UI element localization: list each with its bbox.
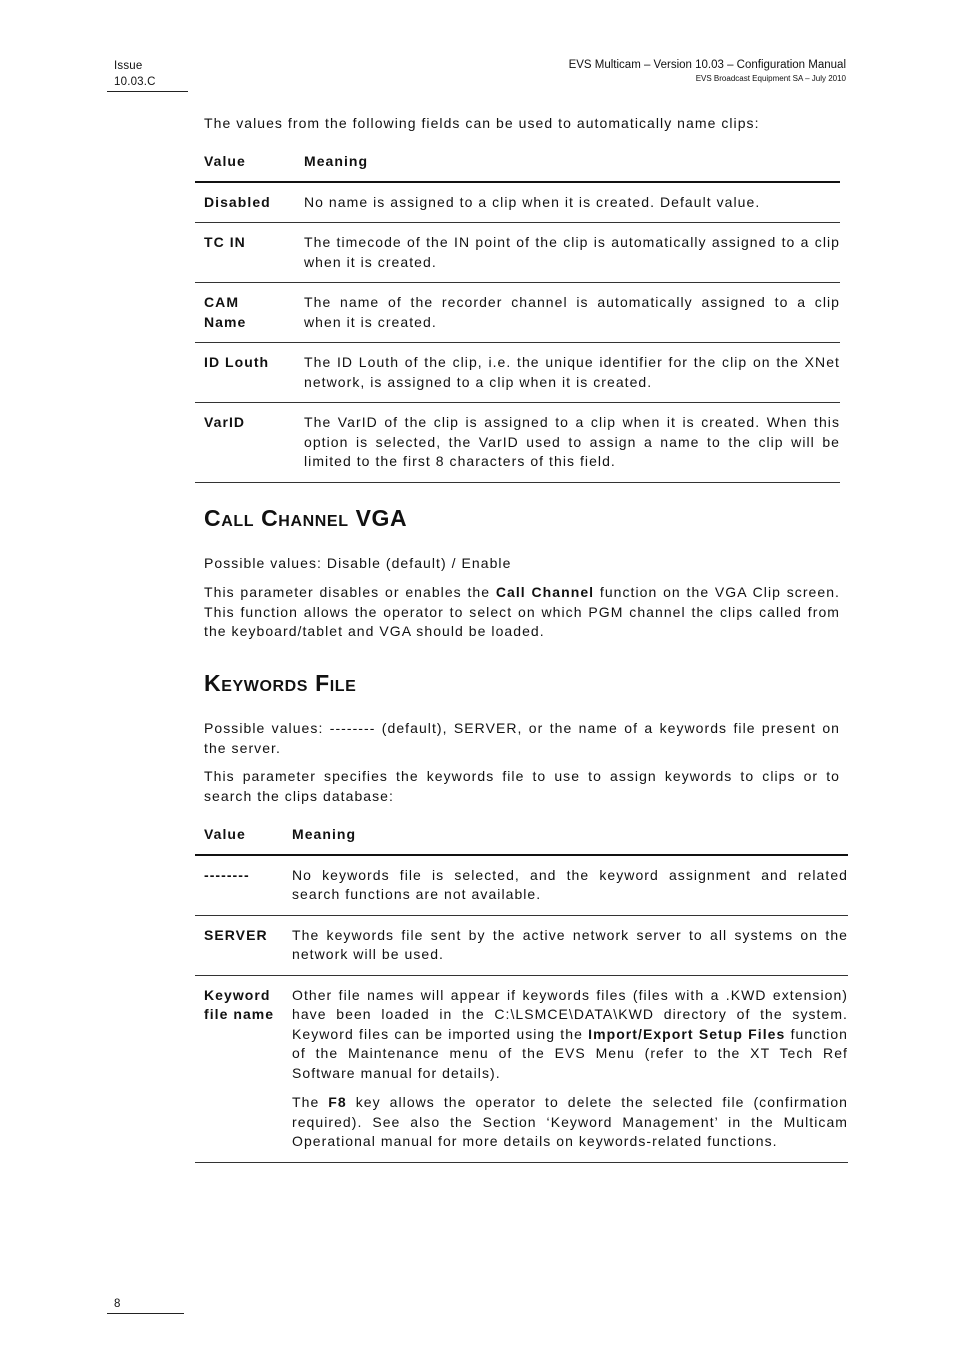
value-cell: VarID xyxy=(195,403,304,483)
table-header-row xyxy=(195,152,840,182)
table-row xyxy=(195,223,840,283)
section-heading-keywords-file: Keywords File xyxy=(204,670,357,696)
meaning-text: function of the Maintenance menu of the EVS Menu (refer to the XT Tech Ref Software manual for details). xyxy=(292,1025,849,1081)
value-cell: Keyword file name xyxy=(195,975,292,1162)
value-cell: -------- xyxy=(195,855,292,916)
keywords-file-table xyxy=(195,825,848,1163)
meaning-cell: The timecode of the IN point of the clip is automatically assigned to a clip when it is created. xyxy=(304,223,840,283)
document-subtitle: EVS Broadcast Equipment SA – July 2010 xyxy=(695,74,846,83)
page-number: 8 xyxy=(114,1298,121,1310)
column-header-meaning: Meaning xyxy=(292,825,848,855)
meaning-cell: No keywords file is selected, and the keyword assignment and related search functions are not available. xyxy=(292,855,848,916)
clip-naming-table xyxy=(195,152,840,483)
meaning-text: key allows the operator to delete the selected file (confirmation required). See also the Section ‘Keyword Management’ in the Multicam Operational manual for more details on keywords-related functions. xyxy=(292,1094,849,1149)
value-cell: CAM Name xyxy=(195,283,304,343)
table-header-row xyxy=(195,825,848,855)
section-heading-call-channel-vga: Call Channel VGA xyxy=(204,505,408,531)
meaning-bold-term: Import/Export Setup Files xyxy=(588,1025,786,1042)
table-row xyxy=(195,975,848,1162)
meaning-paragraph xyxy=(292,1093,848,1152)
header-divider xyxy=(107,91,188,92)
keywords-possible-values: Possible values: -------- (default), SERVER, or the name of a keywords file present on the server. xyxy=(204,720,840,756)
call-channel-description xyxy=(204,583,840,642)
desc-text: This parameter disables or enables the xyxy=(204,584,496,600)
table-row xyxy=(195,915,848,975)
meaning-cell: The ID Louth of the clip, i.e. the unique identifier for the clip on the XNet network, is assigned to a clip when it is created. xyxy=(304,343,840,403)
desc-text: function on the VGA Clip screen. This function allows the operator to select on which PGM channel the clips called from the keyboard/tablet and VGA should be loaded. xyxy=(204,584,840,639)
column-header-meaning: Meaning xyxy=(304,152,840,182)
document-title: EVS Multicam – Version 10.03 – Configuration Manual xyxy=(568,59,846,71)
meaning-cell: No name is assigned to a clip when it is created. Default value. xyxy=(304,182,840,223)
footer-divider xyxy=(107,1313,184,1314)
value-cell: SERVER xyxy=(195,915,292,975)
issue-block xyxy=(114,58,156,90)
table-row xyxy=(195,283,840,343)
value-cell: TC IN xyxy=(195,223,304,283)
value-cell: Disabled xyxy=(195,182,304,223)
meaning-cell: The name of the recorder channel is automatically assigned to a clip when it is created. xyxy=(304,283,840,343)
intro-paragraph: The values from the following fields can be used to automatically name clips: xyxy=(204,115,760,131)
desc-bold-term: Call Channel xyxy=(495,584,595,600)
table-row xyxy=(195,182,840,223)
meaning-text: The xyxy=(292,1094,329,1110)
keywords-description: This parameter specifies the keywords file to use to assign keywords to clips or to search the clips database: xyxy=(204,768,840,804)
meaning-cell: The keywords file sent by the active network server to all systems on the network will be used. xyxy=(292,915,848,975)
meaning-text: Other file names will appear if keywords files (files with a .KWD extension) have been loaded in the C:\LSMCE\DATA\KWD directory of the system. Keyword files can be imported using the xyxy=(292,986,848,1042)
table-row xyxy=(195,343,840,403)
meaning-cell xyxy=(292,975,848,1162)
call-channel-possible-values: Possible values: Disable (default) / Enable xyxy=(204,555,512,571)
issue-number: 10.03.C xyxy=(114,76,156,88)
column-header-value: Value xyxy=(195,152,304,182)
meaning-paragraph xyxy=(292,986,848,1084)
table-row xyxy=(195,403,840,483)
running-header xyxy=(569,58,846,85)
issue-label: Issue xyxy=(114,60,143,72)
column-header-value: Value xyxy=(195,825,292,855)
table-row xyxy=(195,855,848,916)
meaning-bold-term: F8 xyxy=(328,1094,347,1110)
meaning-cell: The VarID of the clip is assigned to a clip when it is created. When this option is selected, the VarID used to assign a name to the clip will be limited to the first 8 characters of this field. xyxy=(304,403,840,483)
value-cell: ID Louth xyxy=(195,343,304,403)
